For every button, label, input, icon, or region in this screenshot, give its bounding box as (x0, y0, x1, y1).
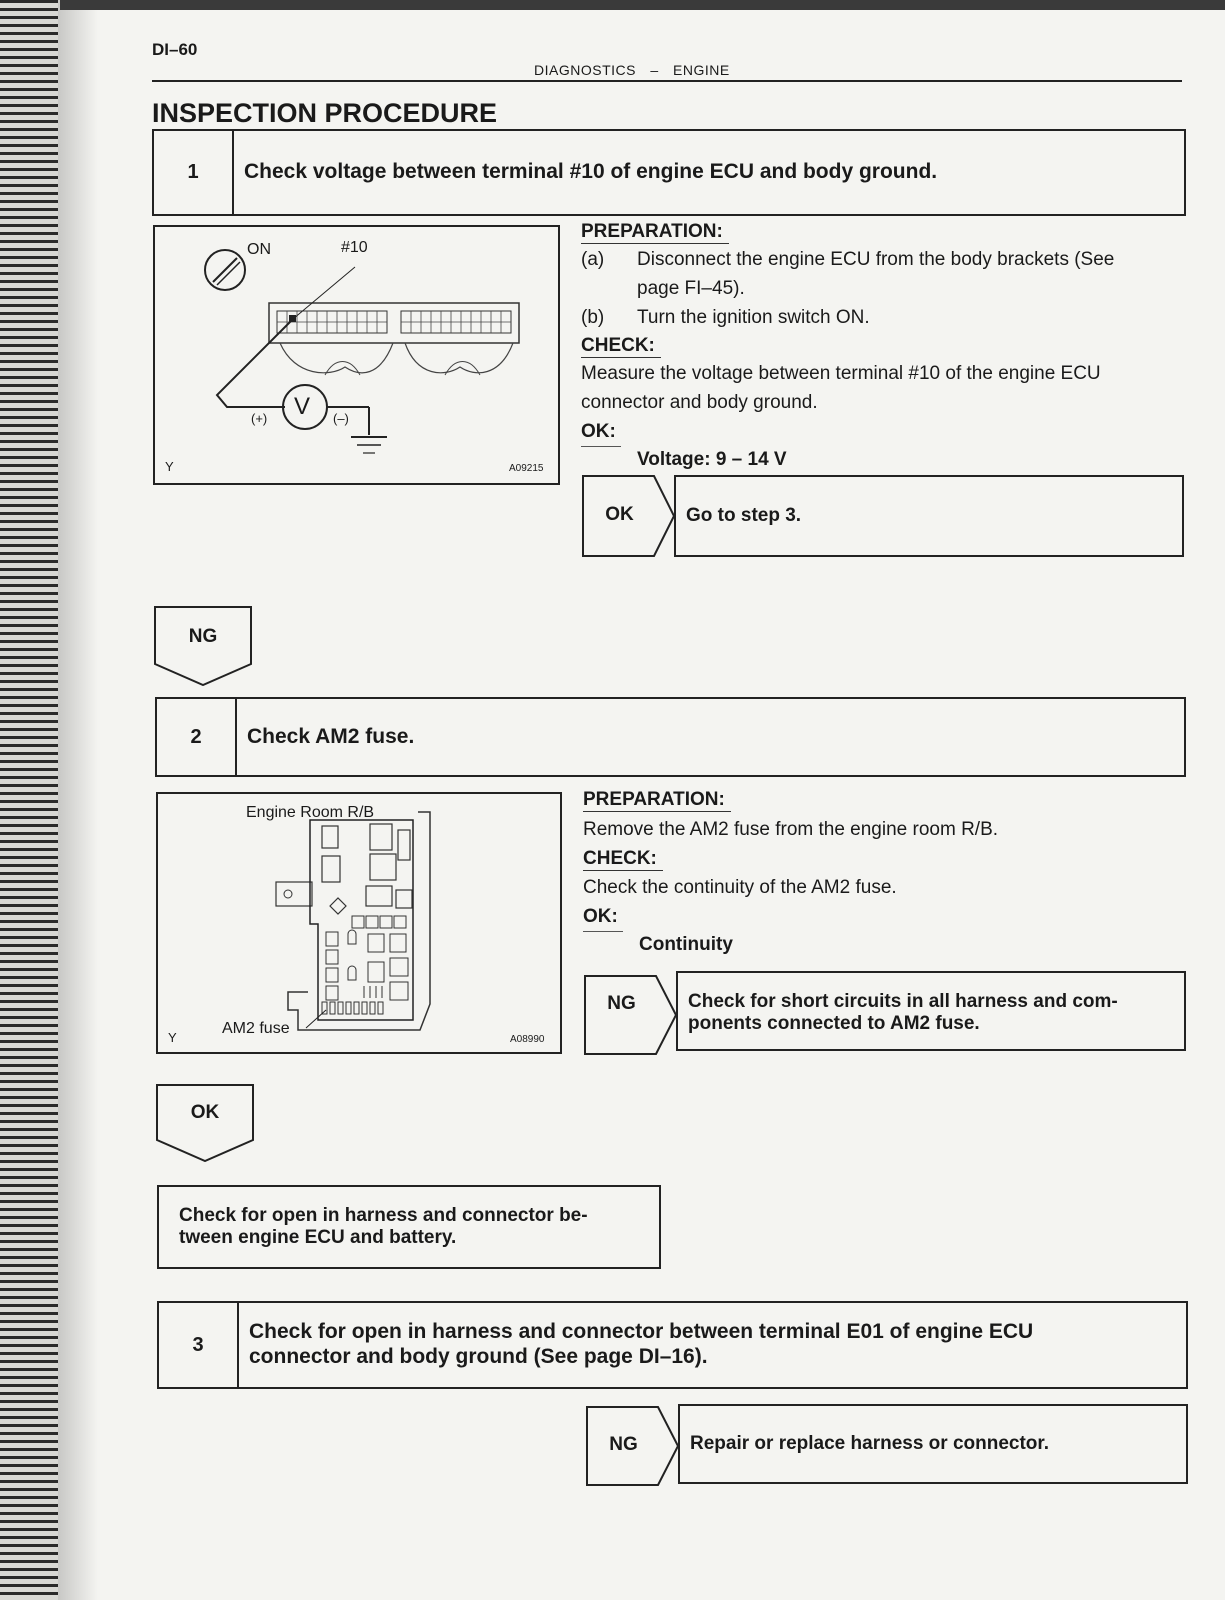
step-1-box (152, 129, 1186, 216)
step-1-prep-b-marker: (b) (581, 307, 605, 328)
step-2-ok-tag: OK (190, 1102, 220, 1123)
step-2-figure (156, 792, 562, 1054)
step-2-ok-label: OK: (583, 906, 618, 927)
figure-corner-letter: Y (165, 459, 174, 474)
step-2-ok-result (157, 1185, 661, 1269)
step-3-title-line1: Check for open in harness and connector between terminal E01 of engine ECU (249, 1320, 1034, 1343)
step-1-ok-underline (581, 446, 621, 447)
figure-minus-label: (–) (333, 411, 349, 426)
step-3-box (157, 1301, 1188, 1389)
ecu-connector-icon (269, 303, 519, 343)
step-1-preparation-label: PREPARATION: (581, 221, 729, 244)
step-2-check-text: Check the continuity of the AM2 fuse. (583, 877, 897, 898)
figure-corner-letter-2: Y (168, 1030, 177, 1045)
step-1-ok-label: OK: (581, 421, 616, 442)
step-1-ok-spec: Voltage: 9 – 14 V (637, 449, 787, 470)
step-1-prep-a-line2: page FI–45). (637, 278, 745, 299)
page-heading: INSPECTION PROCEDURE (152, 98, 498, 128)
ecu-voltage-diagram (155, 227, 558, 483)
step-1-check-line1: Measure the voltage between terminal #10 of the engine ECU (581, 363, 1101, 384)
step-1-number: 1 (154, 131, 234, 214)
step-2-ng-result (676, 971, 1186, 1051)
header-section: DIAGNOSTICS (534, 62, 636, 78)
am2-fuse-leader (306, 1010, 326, 1028)
scan-top-edge (60, 0, 1225, 10)
step-3-title-line2: connector and body ground (See page DI–16). (249, 1345, 708, 1368)
step-1-prep-a-line1: Disconnect the engine ECU from the body brackets (See (637, 249, 1115, 270)
step-1-ok-result: Go to step 3. (674, 475, 1184, 557)
step-2-title: Check AM2 fuse. (247, 725, 415, 748)
step-2-preparation-label: PREPARATION: (583, 789, 731, 812)
step-1-check-label: CHECK: (581, 335, 661, 358)
step-1-figure (153, 225, 560, 485)
step-1-prep-a-marker: (a) (581, 249, 605, 270)
step-2-number: 2 (157, 699, 237, 775)
header-rule (152, 80, 1182, 82)
page-number: DI–60 (152, 40, 198, 59)
figure-title: Engine Room R/B (246, 804, 375, 821)
figure-code-2: A08990 (510, 1034, 545, 1045)
step-2-prep-text: Remove the AM2 fuse from the engine room R/B. (583, 819, 999, 840)
step-1-prep-b-text: Turn the ignition switch ON. (637, 307, 870, 328)
binding-shadow (58, 0, 98, 1600)
step-2-ng-result-line2: ponents connected to AM2 fuse. (688, 1013, 980, 1034)
step-2-ok-result-line2: tween engine ECU and battery. (179, 1227, 457, 1248)
step-2-box (155, 697, 1186, 777)
step-3-ng-result: Repair or replace harness or connector. (678, 1404, 1188, 1484)
step-3-title (249, 1319, 1176, 1369)
step-2-ng-result-line1: Check for short circuits in all harness and com- (688, 991, 1118, 1012)
figure-plus-label: (+) (251, 411, 268, 426)
step-2-ng-tag-arrow (584, 975, 678, 1055)
header-separator: – (650, 62, 659, 78)
step-1-ok-tag: OK (605, 504, 634, 525)
figure-terminal-label: #10 (341, 239, 368, 256)
relay-block-diagram (158, 794, 560, 1052)
step-2-ng-tag: NG (607, 993, 636, 1014)
step-2-ok-underline (583, 931, 623, 932)
running-header (534, 62, 730, 78)
step-2-check-label: CHECK: (583, 848, 663, 871)
step-3-number: 3 (159, 1303, 239, 1387)
step-1-ng-tag: NG (188, 626, 218, 647)
book-binding-edge (0, 0, 58, 1600)
step-1-title: Check voltage between terminal #10 of engine ECU and body ground. (244, 160, 938, 183)
header-subsection: ENGINE (673, 62, 730, 78)
figure-code: A09215 (509, 463, 544, 474)
step-3-ng-tag: NG (609, 1434, 638, 1455)
step-2-ok-spec: Continuity (639, 934, 733, 955)
step-2-ok-result-line1: Check for open in harness and connector be- (179, 1205, 588, 1226)
step-1-check-line2: connector and body ground. (581, 392, 818, 413)
figure-meter-label: V (294, 393, 311, 420)
figure-on-label: ON (247, 241, 271, 258)
figure-fuse-label: AM2 fuse (222, 1020, 290, 1037)
